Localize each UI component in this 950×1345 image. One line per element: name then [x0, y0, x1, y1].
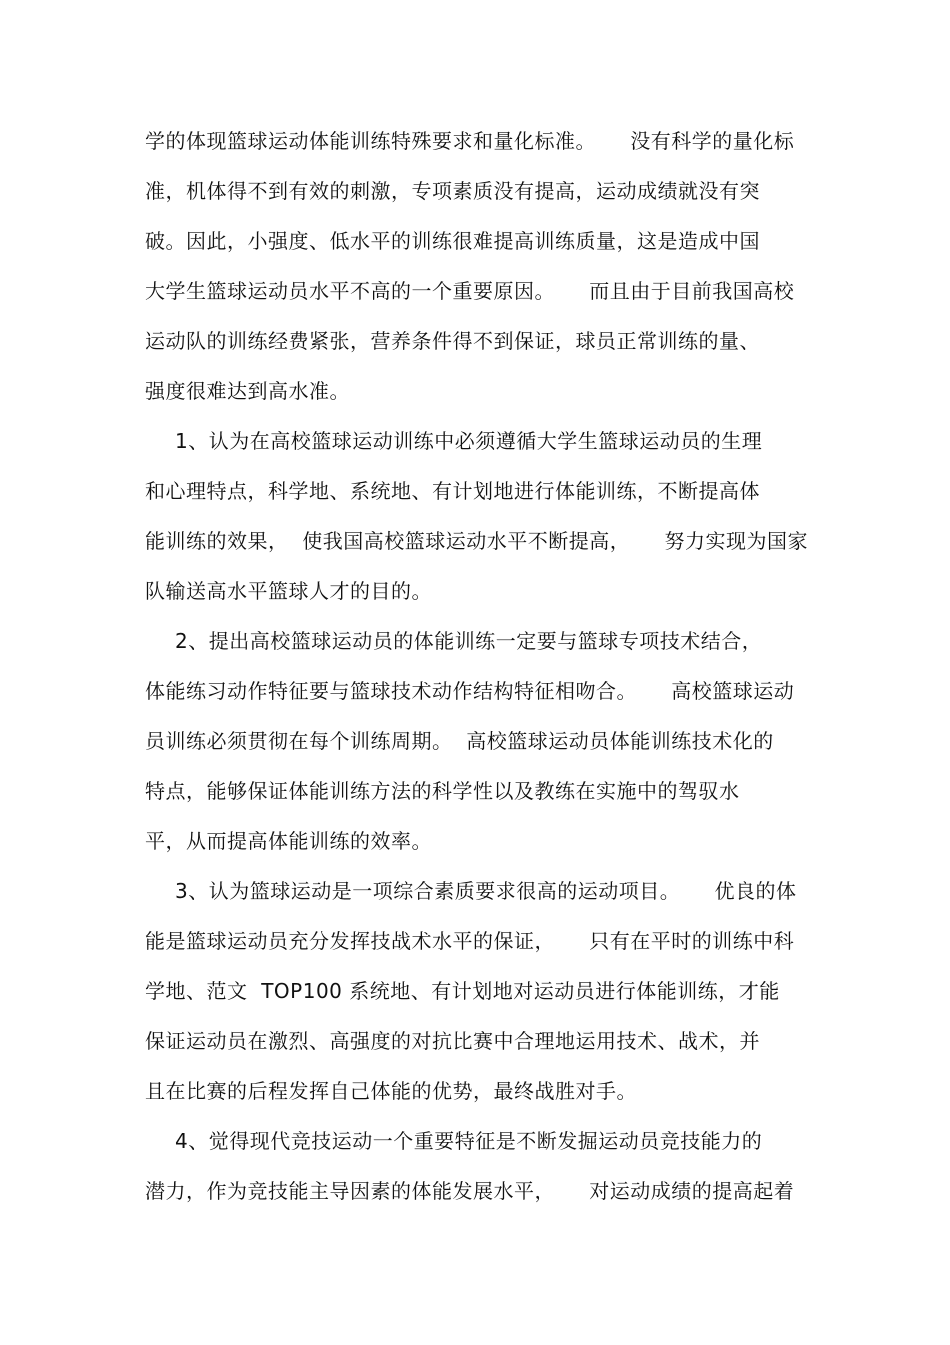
text-line: 4、觉得现代竞技运动一个重要特征是不断发掘运动员竞技能力的 — [175, 1129, 763, 1153]
text-line: 1、认为在高校篮球运动训练中必须遵循大学生篮球运动员的生理 — [175, 429, 763, 453]
text-line: 潜力，作为竞技能主导因素的体能发展水平， 对运动成绩的提高起着 — [145, 1179, 795, 1203]
text-line: 能是篮球运动员充分发挥技战术水平的保证， 只有在平时的训练中科 — [145, 929, 795, 953]
text-line: 运动队的训练经费紧张，营养条件得不到保证，球员正常训练的量、 — [145, 329, 760, 353]
text-line: 学地、范文 TOP100 系统地、有计划地对运动员进行体能训练，才能 — [145, 979, 780, 1003]
text-line: 且在比赛的后程发挥自己体能的优势，最终战胜对手。 — [145, 1079, 637, 1103]
text-line: 学的体现篮球运动体能训练特殊要求和量化标准。 没有科学的量化标 — [145, 129, 795, 153]
text-line: 和心理特点，科学地、系统地、有计划地进行体能训练，不断提高体 — [145, 479, 760, 503]
text-line: 破。因此，小强度、低水平的训练很难提高训练质量，这是造成中国 — [145, 229, 760, 253]
text-line: 强度很难达到高水准。 — [145, 379, 350, 403]
text-line: 员训练必须贯彻在每个训练周期。 高校篮球运动员体能训练技术化的 — [145, 729, 774, 753]
text-line: 平，从而提高体能训练的效率。 — [145, 829, 432, 853]
text-line: 特点，能够保证体能训练方法的科学性以及教练在实施中的驾驭水 — [145, 779, 740, 803]
text-line: 保证运动员在激烈、高强度的对抗比赛中合理地运用技术、战术，并 — [145, 1029, 760, 1053]
text-line: 队输送高水平篮球人才的目的。 — [145, 579, 432, 603]
text-line: 3、认为篮球运动是一项综合素质要求很高的运动项目。 优良的体 — [175, 879, 797, 903]
text-line: 2、提出高校篮球运动员的体能训练一定要与篮球专项技术结合， — [175, 629, 763, 653]
text-line: 能训练的效果， 使我国高校篮球运动水平不断提高， 努力实现为国家 — [145, 529, 809, 553]
text-line: 体能练习动作特征要与篮球技术动作结构特征相吻合。 高校篮球运动 — [145, 679, 795, 703]
text-line: 大学生篮球运动员水平不高的一个重要原因。 而且由于目前我国高校 — [145, 279, 795, 303]
text-line: 准，机体得不到有效的刺激，专项素质没有提高，运动成绩就没有突 — [145, 179, 760, 203]
